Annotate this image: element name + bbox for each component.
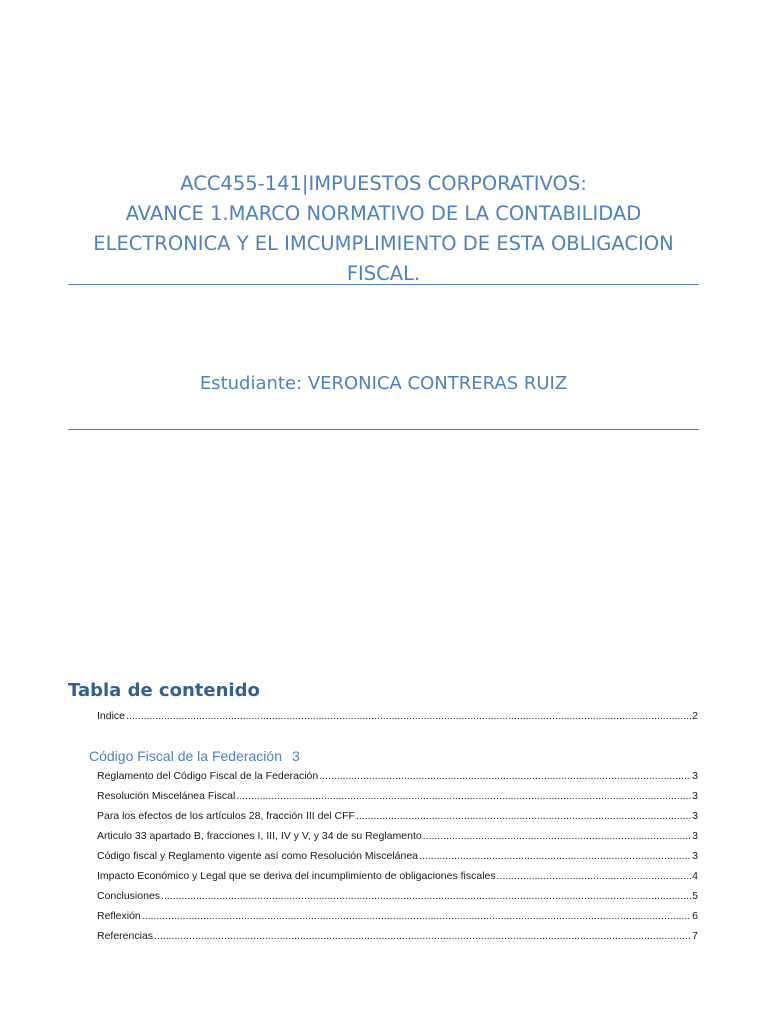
toc-leader (419, 849, 691, 863)
toc-entry-page: 2 (692, 710, 698, 722)
toc-entry-articulo-28[interactable] (97, 809, 698, 823)
toc-entry-page: 5 (692, 890, 698, 902)
toc-entry-reglamento[interactable] (97, 769, 698, 783)
toc-entry-reflexion[interactable] (97, 909, 698, 923)
toc-entry-page: 3 (692, 830, 698, 842)
toc-entry-page: 6 (692, 910, 698, 922)
toc-entry-referencias[interactable] (97, 929, 698, 943)
toc-heading: Tabla de contenido (68, 680, 260, 701)
toc-entry-page: 3 (692, 790, 698, 802)
cover-title-line-2: AVANCE 1.MARCO NORMATIVO DE LA CONTABILIDAD (125, 202, 642, 225)
toc-entry-impacto[interactable] (97, 869, 698, 883)
toc-entry-indice[interactable] (97, 709, 698, 723)
toc-entry-page: 3 (692, 770, 698, 782)
toc-leader (161, 889, 691, 903)
toc-leader (154, 929, 691, 943)
toc-entry-page: 3 (692, 850, 698, 862)
toc-entry-label: Indice (97, 710, 126, 722)
toc-entry-label: Conclusiones (97, 890, 161, 902)
toc-entry-page: 3 (292, 748, 300, 764)
toc-entry-label: Para los efectos de los artículos 28, fracción III del CFF (97, 810, 355, 822)
toc-leader (236, 789, 691, 803)
toc-leader (423, 829, 691, 843)
toc-entry-page: 3 (692, 810, 698, 822)
toc-entry-label: Referencias (97, 930, 154, 942)
toc-entry-page: 4 (692, 870, 698, 882)
toc-entry-codigo-reglamento[interactable] (97, 849, 698, 863)
cover-title-line-4: FISCAL. (346, 262, 421, 285)
toc-entry-label: Articulo 33 apartado B, fracciones I, III, IV y V, y 34 de su Reglamento (97, 830, 422, 842)
toc-entry-articulo-33[interactable] (97, 829, 698, 843)
toc-entry-resolucion[interactable] (97, 789, 698, 803)
toc-entry-label: Código Fiscal de la Federación (89, 748, 282, 764)
toc-entry-codigo-fiscal[interactable] (89, 747, 300, 765)
toc-leader (319, 769, 691, 783)
toc-entry-conclusiones[interactable] (97, 889, 698, 903)
cover-title-line-3: ELECTRONICA Y EL IMCUMPLIMIENTO DE ESTA OBLIGACION (93, 232, 674, 255)
toc-entry-label: Reflexión (97, 910, 141, 922)
student-name: Estudiante: VERONICA CONTRERAS RUIZ (199, 373, 568, 394)
toc-leader (126, 709, 691, 723)
student-divider (68, 429, 699, 430)
toc-entry-label: Reglamento del Código Fiscal de la Federación (97, 770, 319, 782)
toc-leader (142, 909, 691, 923)
toc-entry-label: Código fiscal y Reglamento vigente así como Resolución Miscelánea (97, 850, 418, 862)
toc-entry-page: 7 (692, 930, 698, 942)
toc-entry-label: Impacto Económico y Legal que se deriva del incumplimiento de obligaciones fiscales (97, 870, 496, 882)
cover-title (68, 169, 699, 289)
title-divider (68, 284, 699, 285)
toc-entry-label: Resolución Miscelánea Fiscal (97, 790, 236, 802)
toc-leader (356, 809, 691, 823)
toc-leader (497, 869, 692, 883)
cover-title-line-1: ACC455-141|IMPUESTOS CORPORATIVOS: (180, 172, 587, 195)
